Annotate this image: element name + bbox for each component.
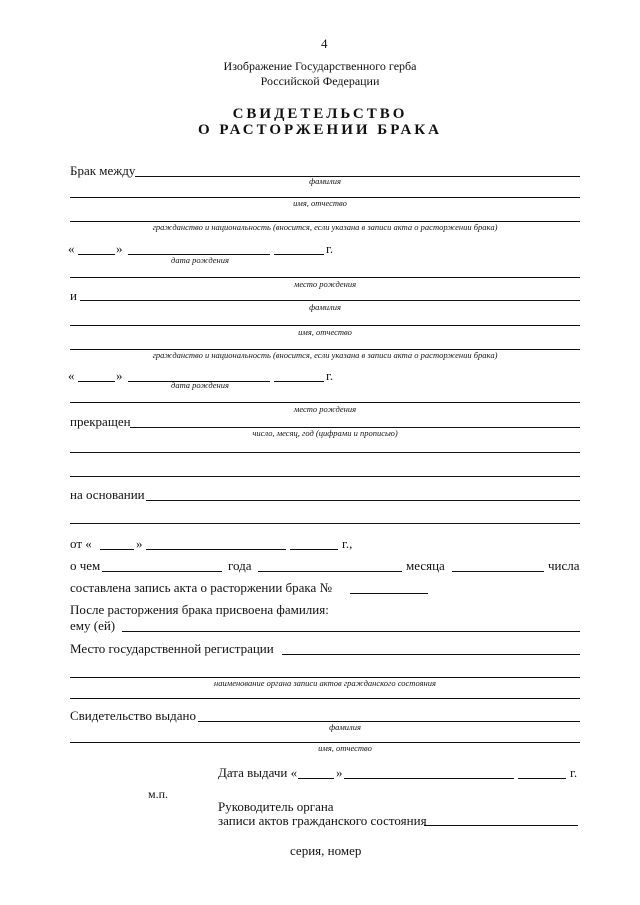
spouse1-birth-quote-open: « bbox=[68, 241, 75, 256]
registry-office-caption: наименование органа записи актов гражданского состояния bbox=[214, 678, 436, 688]
issued-to-surname-field[interactable] bbox=[198, 721, 580, 722]
basis-day-field[interactable] bbox=[100, 549, 134, 550]
registration-place-field[interactable] bbox=[282, 654, 580, 655]
head-line1: Руководитель органа bbox=[218, 799, 334, 814]
of-month-label: месяца bbox=[406, 558, 445, 573]
spouse1-birth-date-caption: дата рождения bbox=[171, 255, 229, 265]
spouse2-name-caption: имя, отчество bbox=[298, 327, 352, 337]
of-day-label: числа bbox=[548, 558, 580, 573]
issued-to-surname-caption: фамилия bbox=[329, 722, 361, 732]
document-title-line2: О РАСТОРЖЕНИИ БРАКА bbox=[198, 122, 442, 138]
to-him-her-label: ему (ей) bbox=[70, 618, 116, 633]
record-month-field[interactable] bbox=[258, 571, 402, 572]
issue-day-field[interactable] bbox=[298, 778, 334, 779]
termination-date-field-2[interactable] bbox=[70, 452, 580, 453]
new-surname-field[interactable] bbox=[122, 631, 580, 632]
spouse1-surname-field[interactable] bbox=[135, 176, 580, 177]
spouse1-birth-day-field[interactable] bbox=[78, 254, 115, 255]
emblem-caption-line1: Изображение Государственного герба bbox=[223, 59, 417, 73]
series-number-label: серия, номер bbox=[290, 843, 362, 858]
head-signature-field[interactable] bbox=[424, 825, 578, 826]
record-made-label: составлена запись акта о расторжении брака № bbox=[70, 580, 332, 595]
spouse1-surname-caption: фамилия bbox=[309, 176, 341, 186]
basis-field[interactable] bbox=[146, 500, 580, 501]
record-day-field[interactable] bbox=[452, 571, 544, 572]
issue-year-suffix: г. bbox=[570, 765, 578, 780]
on-basis-label: на основании bbox=[70, 487, 145, 502]
spouse1-birth-place-caption: место рождения bbox=[293, 279, 357, 289]
on-which-label: о чем bbox=[70, 558, 101, 573]
issued-to-name-caption: имя, отчество bbox=[318, 743, 372, 753]
marriage-between-label: Брак между bbox=[70, 163, 136, 178]
termination-date-caption: число, месяц, год (цифрами и прописью) bbox=[252, 428, 398, 438]
spouse2-birth-place-field[interactable] bbox=[70, 402, 580, 403]
of-year-label: года bbox=[228, 558, 252, 573]
seal-label: м.п. bbox=[148, 787, 169, 801]
basis-field-2[interactable] bbox=[70, 523, 580, 524]
spouse2-birth-date-caption: дата рождения bbox=[171, 380, 229, 390]
surname-after-label: После расторжения брака присвоена фамилия: bbox=[70, 602, 329, 617]
spouse2-birth-year-suffix: г. bbox=[326, 368, 334, 383]
spouse2-birth-place-caption: место рождения bbox=[293, 404, 357, 414]
registration-place-label: Место государственной регистрации bbox=[70, 641, 274, 656]
page-number: 4 bbox=[321, 36, 328, 51]
from-quote-close: » bbox=[136, 536, 143, 551]
spouse1-birth-quote-close: » bbox=[116, 241, 123, 256]
spouse1-birth-year-suffix: г. bbox=[326, 241, 334, 256]
basis-year-field[interactable] bbox=[290, 549, 338, 550]
issue-date-label: Дата выдачи « bbox=[218, 765, 298, 780]
and-label: и bbox=[70, 288, 77, 303]
spouse2-surname-caption: фамилия bbox=[309, 302, 341, 312]
spouse2-name-field[interactable] bbox=[70, 325, 580, 326]
spouse2-citizenship-caption: гражданство и национальность (вносится, если указана в записи акта о расторжении брака) bbox=[152, 350, 498, 360]
document-title-line1: СВИДЕТЕЛЬСТВО bbox=[232, 106, 408, 122]
termination-date-field-3[interactable] bbox=[70, 476, 580, 477]
emblem-caption-line2: Российской Федерации bbox=[260, 74, 380, 88]
spouse2-birth-year-field[interactable] bbox=[274, 381, 324, 382]
issued-to-label: Свидетельство выдано bbox=[70, 708, 196, 723]
terminated-label: прекращен bbox=[70, 414, 131, 429]
spouse2-birth-quote-close: » bbox=[116, 368, 123, 383]
spouse1-name-caption: имя, отчество bbox=[293, 198, 347, 208]
spouse2-birth-quote-open: « bbox=[68, 368, 75, 383]
basis-month-field[interactable] bbox=[146, 549, 286, 550]
spouse1-birth-place-field[interactable] bbox=[70, 277, 580, 278]
from-label: от « bbox=[70, 536, 92, 551]
issue-date-quote-close: » bbox=[336, 765, 343, 780]
record-year-field[interactable] bbox=[102, 571, 222, 572]
from-year-suffix: г., bbox=[342, 536, 353, 551]
spouse2-birth-day-field[interactable] bbox=[78, 381, 115, 382]
spouse1-birth-year-field[interactable] bbox=[274, 254, 324, 255]
registry-office-field-2[interactable] bbox=[70, 698, 580, 699]
spouse2-surname-field[interactable] bbox=[80, 300, 580, 301]
head-line2: записи актов гражданского состояния bbox=[218, 813, 427, 828]
issue-month-field[interactable] bbox=[344, 778, 514, 779]
issue-year-field[interactable] bbox=[518, 778, 566, 779]
record-number-field[interactable] bbox=[350, 593, 428, 594]
spouse1-citizenship-caption: гражданство и национальность (вносится, если указана в записи акта о расторжении брака) bbox=[152, 222, 498, 232]
